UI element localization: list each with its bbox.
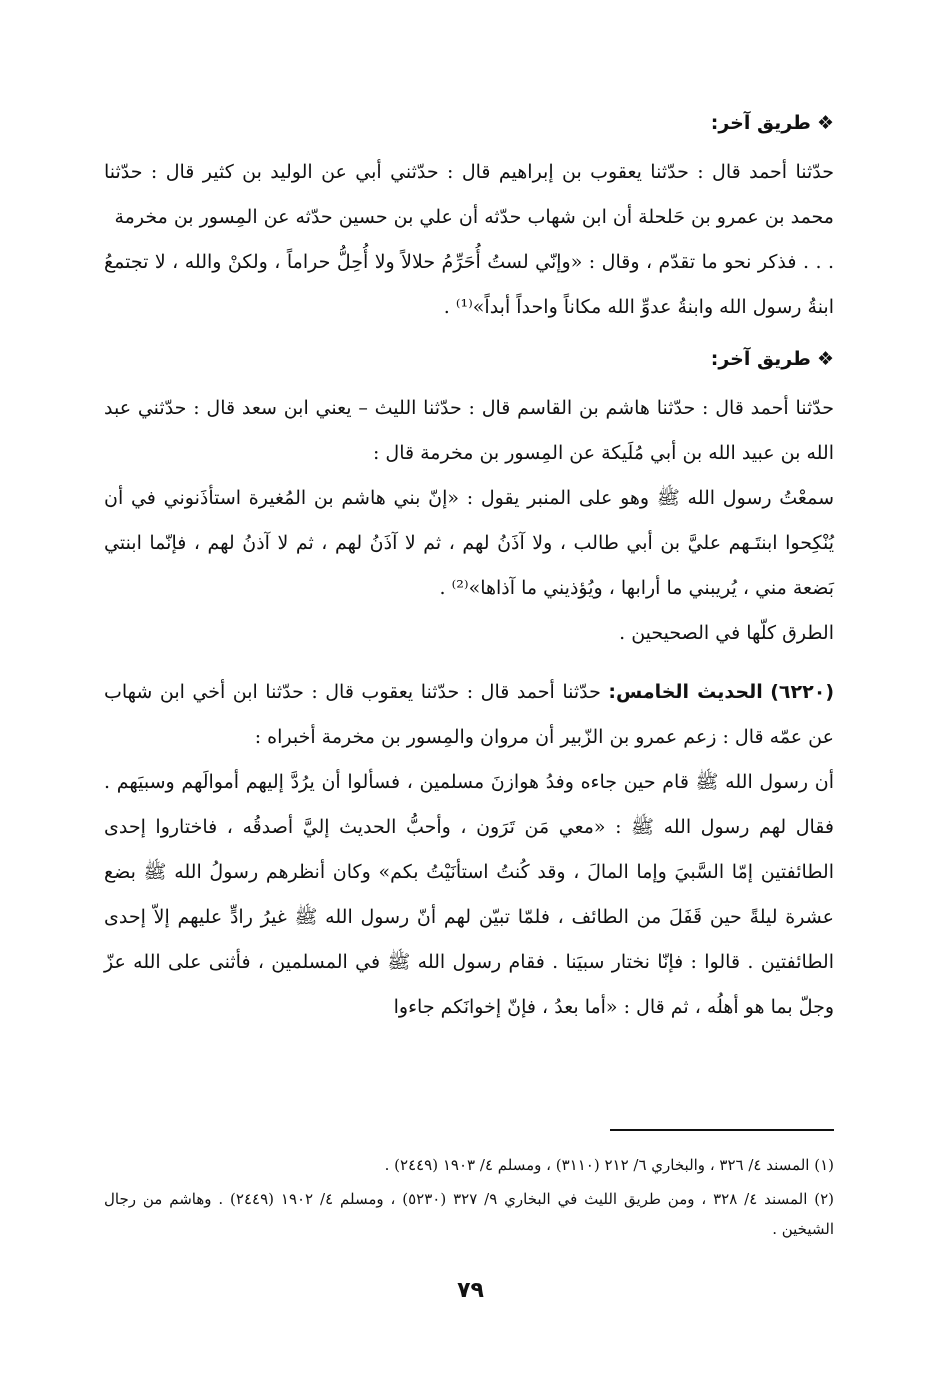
footnote-divider [610,1129,834,1131]
note-paragraph: الطرق كلّها في الصحيحين . [619,622,834,644]
section-2 [104,344,834,656]
diamond-bullet-icon: ❖ [816,112,834,134]
footnote-1: (١) المسند ٤/ ٣٢٦ ، والبخاري ٦/ ٢١٢ (٣١١٠) ، ومسلم ٤/ ١٩٠٣ (٢٤٤٩) . [384,1156,834,1174]
hadith-number: (٦٢٢٠) [770,681,834,703]
hadith-section [104,670,834,1030]
isnad-paragraph: حدّثنا أحمد قال : حدّثنا يعقوب بن إبراهيم قال : حدّثني أبي عن الوليد بن كثير قال : حدّثنا محمد بن عمرو بن حَلحلة أن ابن شهاب حدّثه أن علي بن حسين حدّثه عن المِسور بن مخرمة [104,161,834,228]
hadith-isnad: حدّثنا أحمد قال : حدّثنا يعقوب قال : حدّثنا ابن أخي ابن شهاب عن عمّه قال : زعم عمرو بن الزّبير أن مروان والمِسور بن مخرمة أخبراه : [104,681,834,748]
page-body [104,108,834,1044]
footnotes [104,1150,834,1248]
matn-paragraph: . . . فذكر نحو ما تقدّم ، وقال : «وإنّي لستُ أُحَرِّمُ حلالاً ولا أُحِلُّ حراماً ، ولكنْ والله ، لا تجتمعُ ابنةُ رسول الله وابنةُ عدوِّ الله مكاناً واحداً أبداً»⁽¹⁾ . [104,251,834,318]
hadith-body: أن رسول الله ﷺ قام حين جاءه وفدُ هوازنَ مسلمين ، فسألوا أن يرُدَّ إليهم أموالَهم وسبيَهم . فقال لهم رسول الله ﷺ : «معي مَن تَرَون ، وأحبُّ الحديث إليَّ أصدقُه ، فاختاروا إحدى الطائفتين إمّا السَّبيَ وإما المالَ ، وقد كُنتُ استأنَيْتُ بكم» وكان أنظرهم رسولُ الله ﷺ بضع عشرة ليلةً حين قَفَلَ من الطائف ، فلمّا تبيّن لهم أنّ رسول الله ﷺ غيرُ رادٍّ عليهم إلاّ إحدى الطائفتين . قالوا : فإنّا نختار سبيَنا . فقام رسول الله ﷺ في المسلمين ، فأثنى على الله عزّ وجلّ بما هو أهلُه ، ثم قال : «أما بعدُ ، فإنّ إخوانَكم جاءوا [104,771,834,1018]
hadith-title: الحديث الخامس: [608,681,763,703]
hadith-intro [104,670,834,760]
section-1 [104,108,834,330]
section-heading: ❖طريق آخر: [710,348,834,370]
page-number: ٧٩ [457,1278,484,1303]
footnote-2: (٢) المسند ٤/ ٣٢٨ ، ومن طريق الليث في البخاري ٩/ ٣٢٧ (٥٢٣٠) ، ومسلم ٤/ ١٩٠٢ (٢٤٤٩) . وهاشم من رجال الشيخين . [104,1190,835,1238]
isnad-paragraph: حدّثنا أحمد قال : حدّثنا هاشم بن القاسم قال : حدّثنا الليث – يعني ابن سعد قال : حدّثني عبد الله بن عبيد الله بن أبي مُلَيكة عن المِسور بن مخرمة قال : [104,397,834,464]
matn-paragraph: سمعْتُ رسول الله ﷺ وهو على المنبر يقول : «إنّ بني هاشم بن المُغيرة استأذَنوني في أن يُنْكِحوا ابنتَـهم عليَّ بن أبي طالب ، ولا آذَنُ لهم ، ثم لا آذَنُ لهم ، ثم لا آذنُ لهم ، فإنّما ابنتي بَضعة مني ، يُريبني ما أرابها ، ويُؤذيني ما آذاها»⁽²⁾ . [104,487,834,599]
section-heading: ❖طريق آخر: [710,112,834,134]
diamond-bullet-icon: ❖ [816,348,834,370]
